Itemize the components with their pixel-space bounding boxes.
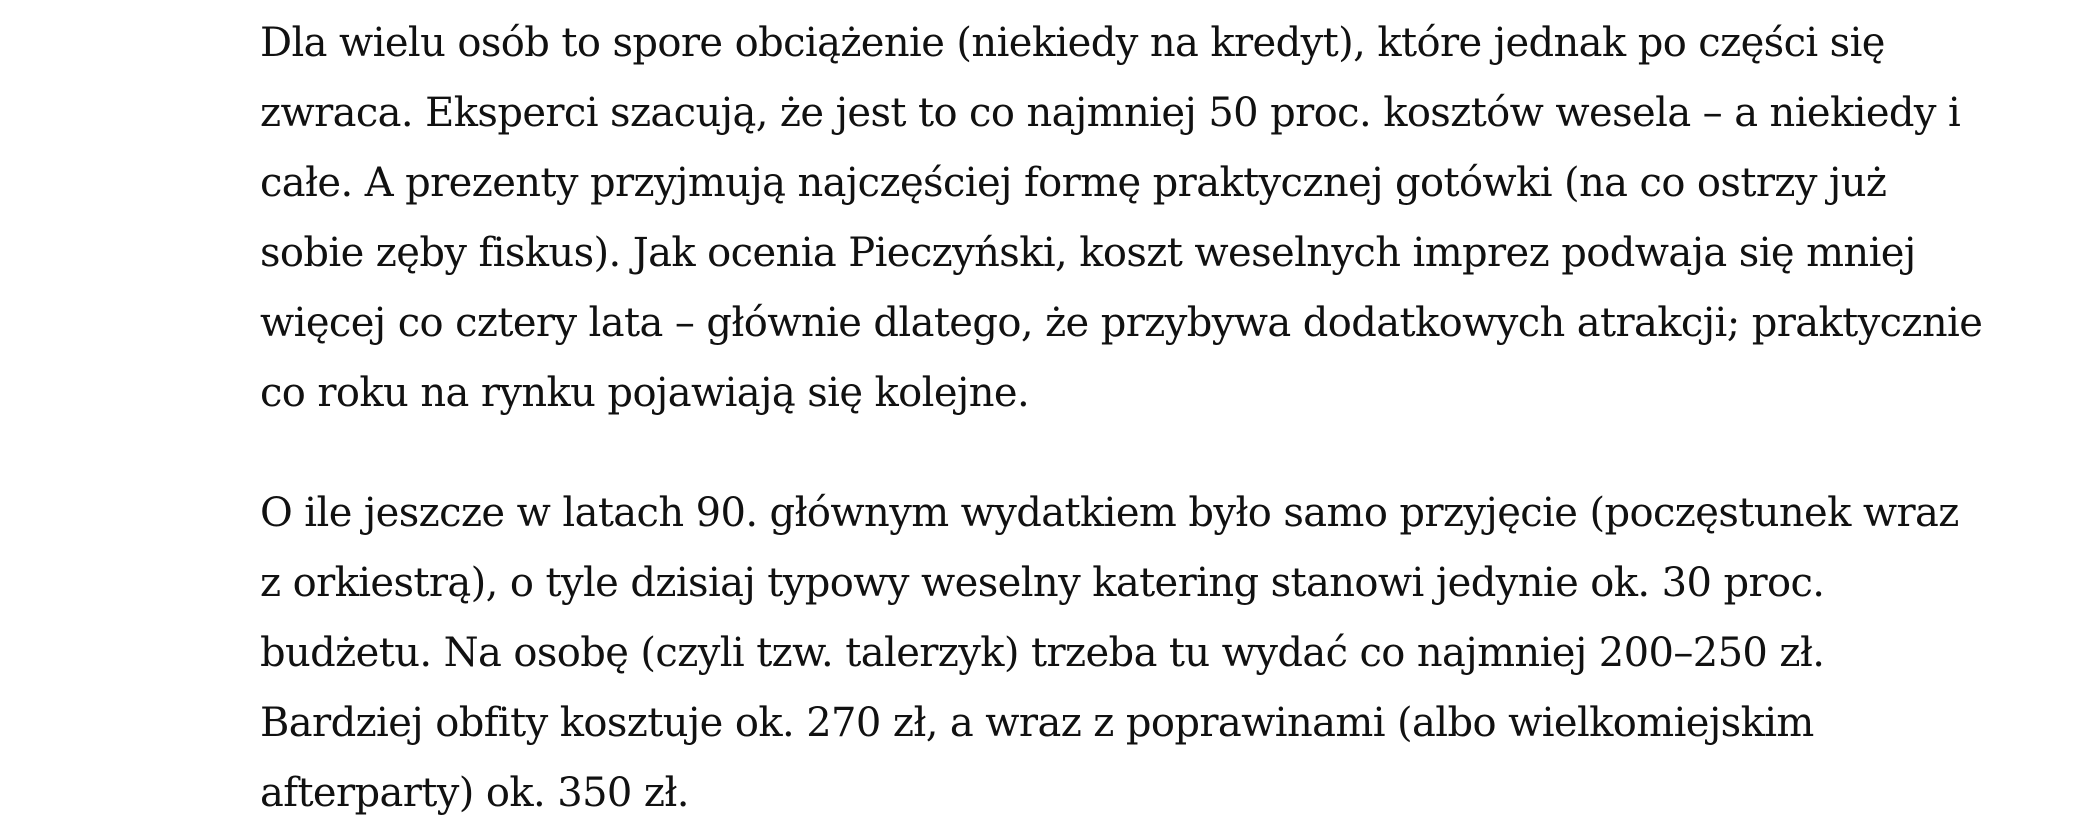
- paragraph-line: całe. A prezenty przyjmują najczęściej formę praktycznej gotówki (na co ostrzy już: [260, 160, 1887, 206]
- paragraph-line: zwraca. Eksperci szacują, że jest to co najmniej 50 proc. kosztów wesela – a niekiedy i: [260, 90, 1961, 136]
- article-paragraph-1: [260, 8, 1983, 428]
- paragraph-line: O ile jeszcze w latach 90. głównym wydatkiem było samo przyjęcie (poczęstunek wraz: [260, 490, 1959, 536]
- paragraph-line: afterparty) ok. 350 zł.: [260, 770, 689, 816]
- paragraph-line: z orkiestrą), o tyle dzisiaj typowy weselny katering stanowi jedynie ok. 30 proc.: [260, 560, 1825, 606]
- article-body: [260, 8, 1983, 828]
- paragraph-line: więcej co cztery lata – głównie dlatego, że przybywa dodatkowych atrakcji; praktycznie: [260, 300, 1983, 346]
- paragraph-line: co roku na rynku pojawiają się kolejne.: [260, 370, 1030, 416]
- paragraph-line: sobie zęby fiskus). Jak ocenia Pieczyński, koszt weselnych imprez podwaja się mniej: [260, 230, 1916, 276]
- paragraph-line: Bardziej obfity kosztuje ok. 270 zł, a wraz z poprawinami (albo wielkomiejskim: [260, 700, 1814, 746]
- paragraph-line: budżetu. Na osobę (czyli tzw. talerzyk) trzeba tu wydać co najmniej 200–250 zł.: [260, 630, 1825, 676]
- paragraph-line: Dla wielu osób to spore obciążenie (niekiedy na kredyt), które jednak po części się: [260, 20, 1885, 66]
- article-paragraph-2: [260, 478, 1959, 828]
